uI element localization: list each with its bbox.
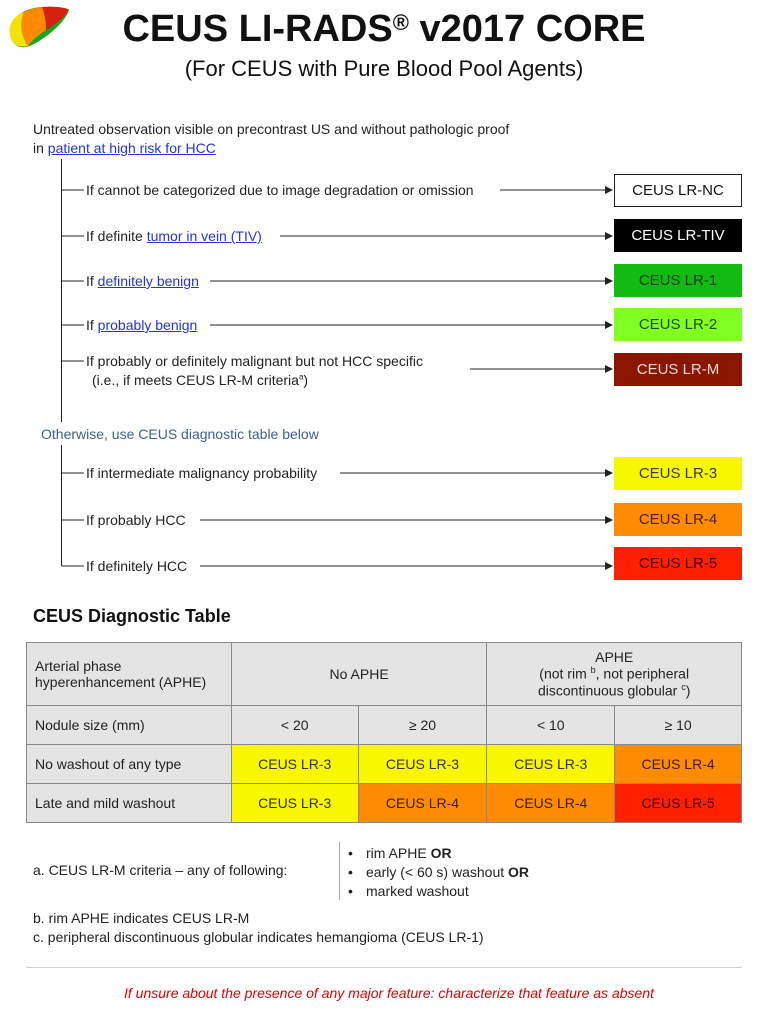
rule-lr-1 — [86, 273, 205, 289]
table-header-row — [27, 643, 742, 706]
footnote-c: c. peripheral discontinuous globular indicates hemangioma (CEUS LR-1) — [33, 929, 484, 945]
diagnostic-table-title: CEUS Diagnostic Table — [33, 606, 231, 626]
size-label: Nodule size (mm) — [27, 706, 232, 745]
registered-mark: ® — [392, 10, 409, 35]
rule-lr-m-text: If probably or definitely malignant but not HCC specific — [86, 353, 423, 369]
rule-lr-4 — [86, 512, 192, 528]
intro-line-1: Untreated observation visible on precontrast US and without pathologic proof — [33, 121, 510, 137]
footnote-divider — [339, 842, 340, 900]
category-cell: CEUS LR-3 — [487, 745, 615, 784]
category-lr-3: CEUS LR-3 — [614, 457, 742, 490]
footnote-b-mark: b — [590, 665, 596, 676]
list-item-text: rim APHE — [366, 845, 431, 861]
title-text: CEUS LI-RADS — [122, 8, 393, 50]
intro-prefix: in — [33, 140, 48, 156]
definitely-benign-link[interactable]: definitely benign — [97, 273, 199, 289]
category-cell: CEUS LR-3 — [358, 745, 487, 784]
aphe-header-line-2 — [495, 665, 733, 682]
footnote-c-mark: c — [681, 682, 686, 692]
aphe-line2-a: (not rim — [539, 666, 591, 682]
list-item-text: early (< 60 s) washout — [366, 864, 509, 880]
footnote-a-list — [348, 844, 529, 901]
table-row — [27, 706, 742, 745]
divider — [26, 967, 742, 968]
rule-lr-nc — [86, 182, 480, 198]
rule-lr-3-text: If intermediate malignancy probability — [86, 465, 318, 481]
aphe-header-line-1: APHE — [595, 649, 634, 666]
category-cell: CEUS LR-3 — [231, 784, 358, 823]
high-risk-link[interactable]: patient at high risk for HCC — [47, 140, 216, 156]
rule-lr-nc-text: If cannot be categorized due to image degradation or omission — [86, 182, 474, 198]
category-cell: CEUS LR-4 — [487, 784, 615, 823]
list-item — [348, 863, 529, 882]
size-cell: ≥ 20 — [358, 706, 487, 745]
tumor-in-vein-link[interactable]: tumor in vein (TIV) — [146, 228, 262, 244]
row-label: Late and mild washout — [27, 784, 232, 823]
size-cell: < 20 — [231, 706, 358, 745]
otherwise-text: Otherwise, use CEUS diagnostic table below — [41, 426, 319, 442]
category-lr-4: CEUS LR-4 — [614, 503, 742, 536]
footnote-a: a. CEUS LR-M criteria – any of following: — [33, 862, 288, 878]
list-item-text: marked washout — [366, 883, 469, 899]
category-lr-tiv: CEUS LR-TIV — [614, 219, 742, 252]
rule-lr-2-text: If — [86, 317, 98, 333]
aphe-header-label — [27, 643, 232, 706]
aphe-line3-a: discontinuous globular — [537, 682, 682, 699]
aphe-header-line-3 — [495, 682, 733, 699]
category-lr-m: CEUS LR-M — [614, 353, 742, 386]
diagnostic-table — [26, 642, 742, 823]
footnote-b: b. rim APHE indicates CEUS LR-M — [33, 910, 250, 926]
aphe-line2-b: , not peripheral — [595, 666, 690, 682]
rule-lr-m-line2 — [92, 372, 314, 388]
rule-lr-tiv-text: If definite — [86, 228, 147, 244]
category-cell: CEUS LR-4 — [615, 745, 742, 784]
category-lr-5: CEUS LR-5 — [614, 547, 742, 580]
size-cell: < 10 — [487, 706, 615, 745]
list-item-bold: OR — [508, 864, 530, 880]
bullet: • — [348, 864, 353, 880]
list-item — [348, 844, 529, 863]
bullet: • — [348, 845, 353, 861]
category-lr-1: CEUS LR-1 — [614, 264, 742, 297]
category-cell: CEUS LR-3 — [231, 745, 358, 784]
rule-lr-tiv — [86, 228, 268, 244]
row-label: No washout of any type — [27, 745, 232, 784]
rule-lr-m-line2-text: (i.e., if meets CEUS LR-M criteria — [92, 372, 299, 388]
rule-lr-m — [86, 353, 429, 369]
title-version: v2017 CORE — [408, 8, 646, 50]
table-row — [27, 745, 742, 784]
category-cell: CEUS LR-5 — [615, 784, 742, 823]
category-cell: CEUS LR-4 — [358, 784, 487, 823]
probably-benign-link[interactable]: probably benign — [97, 317, 198, 333]
aphe-label-line-1: Arterial phase — [35, 658, 122, 674]
warning-text: If unsure about the presence of any major feature: characterize that feature as absent — [124, 985, 654, 1001]
page-subtitle: (For CEUS with Pure Blood Pool Agents) — [184, 56, 584, 81]
table-row — [27, 784, 742, 823]
rule-lr-m-line2-end: ) — [303, 372, 309, 388]
size-cell: ≥ 10 — [615, 706, 742, 745]
footnote-a-mark: a — [298, 372, 304, 382]
rule-lr-5 — [86, 558, 193, 574]
aphe-label-line-2: hyperenhancement (APHE) — [35, 674, 207, 690]
aphe-line3-b: ) — [685, 682, 691, 699]
rule-lr-1-text: If — [86, 273, 98, 289]
category-lr-nc: CEUS LR-NC — [614, 174, 742, 207]
rule-lr-2 — [86, 317, 203, 333]
list-item-bold: OR — [430, 845, 452, 861]
rule-lr-5-text: If definitely HCC — [86, 558, 188, 574]
no-aphe-header: No APHE — [231, 643, 487, 706]
rule-lr-3 — [86, 465, 323, 481]
aphe-header — [487, 643, 742, 706]
bullet: • — [348, 883, 353, 899]
rule-lr-4-text: If probably HCC — [86, 512, 186, 528]
list-item — [348, 882, 529, 901]
category-lr-2: CEUS LR-2 — [614, 308, 742, 341]
